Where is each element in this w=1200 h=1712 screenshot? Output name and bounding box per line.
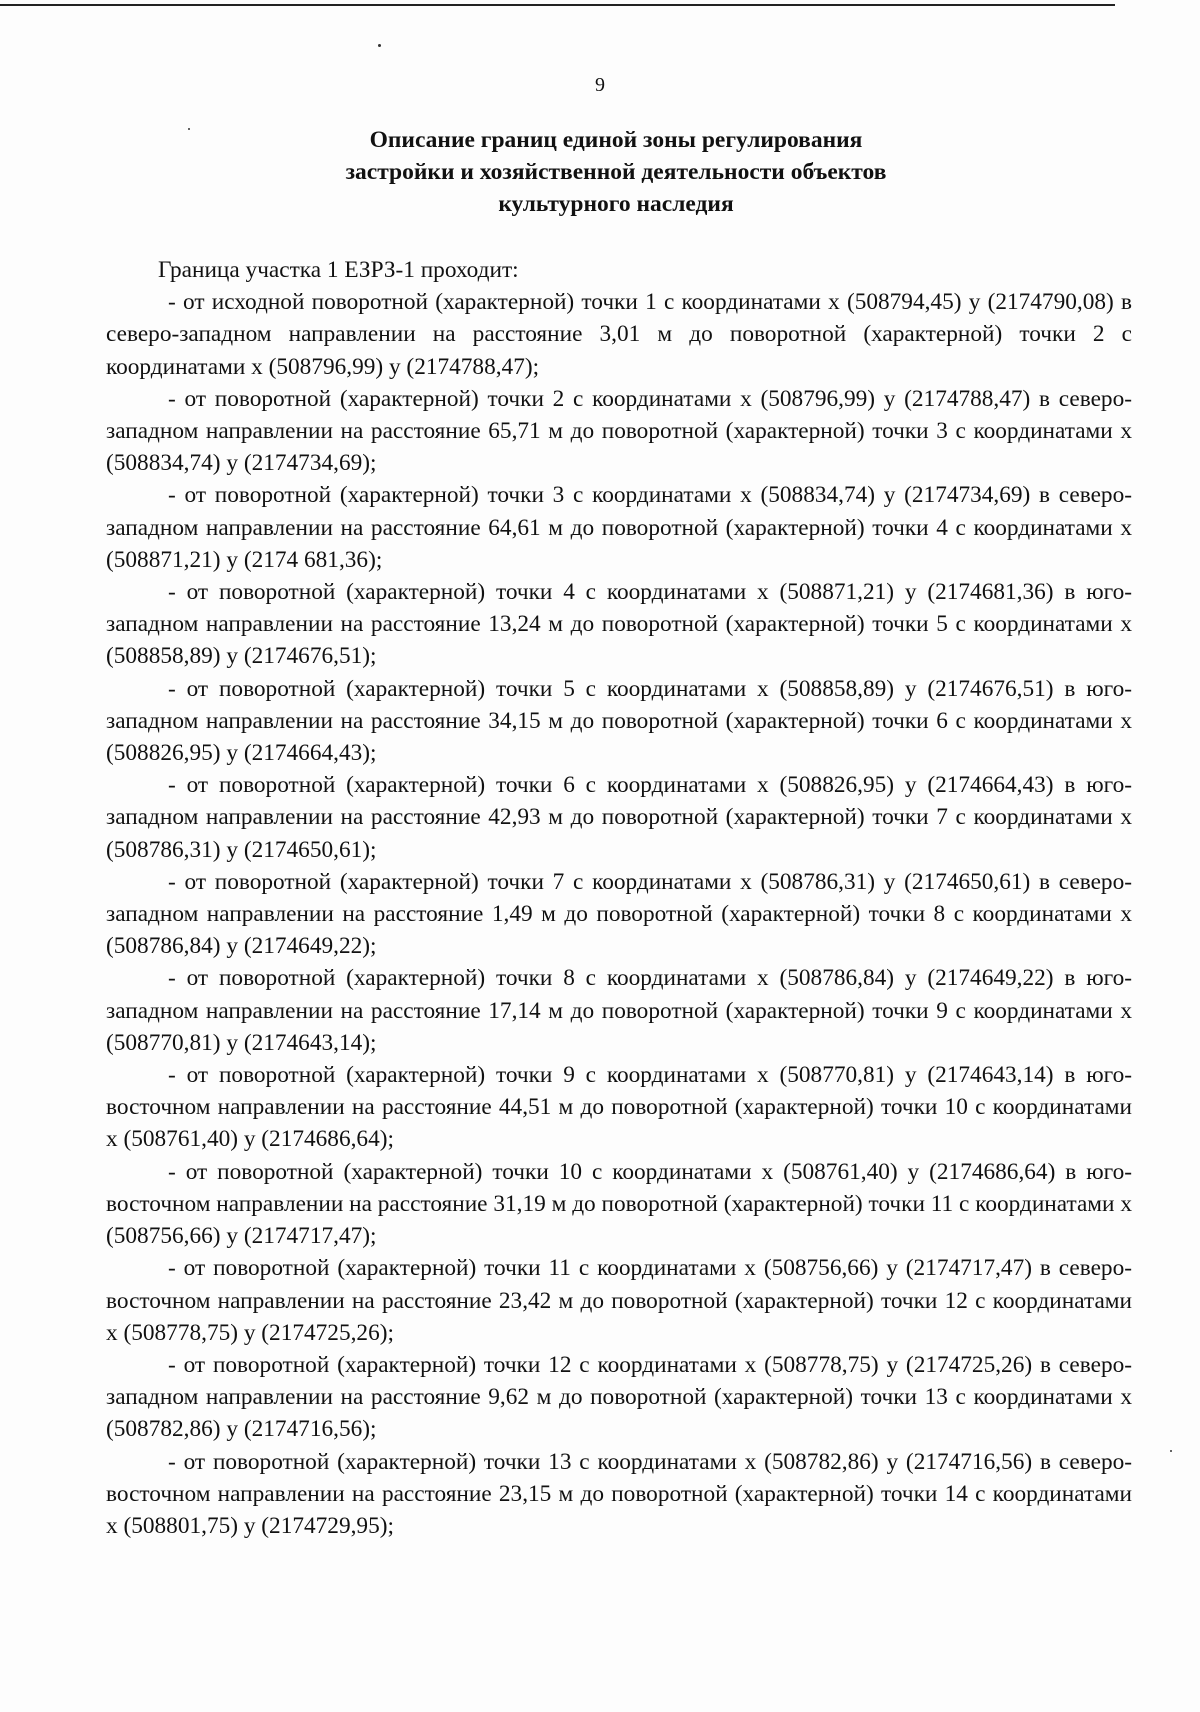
boundary-segment-paragraph: - от поворотной (характерной) точки 10 с координатами x (508761,40) y (2174686,64) в юго-восточном направлении на расстояние 31,19 м до поворотной (характерной) точки 11 с координатами x (508756,66) y (2174717,47);: [106, 1158, 1132, 1250]
top-border-line: [0, 4, 1115, 6]
boundary-segment-paragraph: - от поворотной (характерной) точки 12 с координатами x (508778,75) y (2174725,26) в северо-западном направлении на расстояние 9,62 м до поворотной (характерной) точки 13 с координатами x (508782,86) y (2174716,56);: [106, 1351, 1132, 1443]
document-body: [106, 254, 1132, 1542]
boundary-segment-paragraph: - от поворотной (характерной) точки 2 с координатами x (508796,99) y (2174788,47) в северо-западном направлении на расстояние 65,71 м до поворотной (характерной) точки 3 с координатами x (508834,74) y (2174734,69);: [106, 385, 1132, 477]
boundary-segment-paragraph: - от поворотной (характерной) точки 3 с координатами x (508834,74) y (2174734,69) в северо-западном направлении на расстояние 64,61 м до поворотной (характерной) точки 4 с координатами x (508871,21) y (2174 681,36);: [106, 482, 1132, 573]
title-line: застройки и хозяйственной деятельности объектов: [345, 159, 887, 185]
intro-paragraph: Граница участка 1 ЕЗРЗ-1 проходит:: [158, 257, 519, 283]
boundary-segment-paragraph: - от поворотной (характерной) точки 13 с координатами x (508782,86) y (2174716,56) в северо-восточном направлении на расстояние 23,15 м до поворотной (характерной) точки 14 с координатами x (508801,75) y (2174729,95);: [106, 1448, 1132, 1539]
page-number: 9: [595, 74, 605, 96]
boundary-segment-paragraph: - от поворотной (характерной) точки 8 с координатами x (508786,84) y (2174649,22) в юго-западном направлении на расстояние 17,14 м до поворотной (характерной) точки 9 с координатами x (508770,81) y (2174643,14);: [106, 965, 1132, 1056]
title-line: Описание границ единой зоны регулирования: [369, 127, 863, 153]
boundary-segment-paragraph: - от поворотной (характерной) точки 6 с координатами x (508826,95) y (2174664,43) в юго-западном направлении на расстояние 42,93 м до поворотной (характерной) точки 7 с координатами x (508786,31) y (2174650,61);: [106, 772, 1132, 863]
title-line: культурного наследия: [498, 191, 734, 217]
boundary-segment-paragraph: - от поворотной (характерной) точки 11 с координатами x (508756,66) y (2174717,47) в северо-восточном направлении на расстояние 23,42 м до поворотной (характерной) точки 12 с координатами x (508778,75) y (2174725,26);: [106, 1255, 1132, 1346]
document-title: [250, 124, 982, 220]
scan-speck: [378, 44, 381, 47]
scan-speck: [1170, 1450, 1172, 1452]
scan-speck: [188, 128, 190, 130]
boundary-segment-paragraph: - от поворотной (характерной) точки 4 с координатами x (508871,21) y (2174681,36) в юго-западном направлении на расстояние 13,24 м до поворотной (характерной) точки 5 с координатами x (508858,89) y (2174676,51);: [106, 579, 1132, 670]
boundary-segment-paragraph: - от поворотной (характерной) точки 9 с координатами x (508770,81) y (2174643,14) в юго-восточном направлении на расстояние 44,51 м до поворотной (характерной) точки 10 с координатами x (508761,40) y (2174686,64);: [106, 1062, 1132, 1153]
boundary-segment-paragraph: - от исходной поворотной (характерной) точки 1 с координатами x (508794,45) y (2174790,08) в северо-западном направлении на расстояние 3,01 м до поворотной (характерной) точки 2 с координатами x (508796,99) y (2174788,47);: [106, 289, 1132, 380]
boundary-segment-paragraph: - от поворотной (характерной) точки 5 с координатами x (508858,89) y (2174676,51) в юго-западном направлении на расстояние 34,15 м до поворотной (характерной) точки 6 с координатами x (508826,95) y (2174664,43);: [106, 675, 1132, 767]
boundary-segment-paragraph: - от поворотной (характерной) точки 7 с координатами x (508786,31) y (2174650,61) в северо-западном направлении на расстояние 1,49 м до поворотной (характерной) точки 8 с координатами x (508786,84) y (2174649,22);: [106, 868, 1132, 960]
